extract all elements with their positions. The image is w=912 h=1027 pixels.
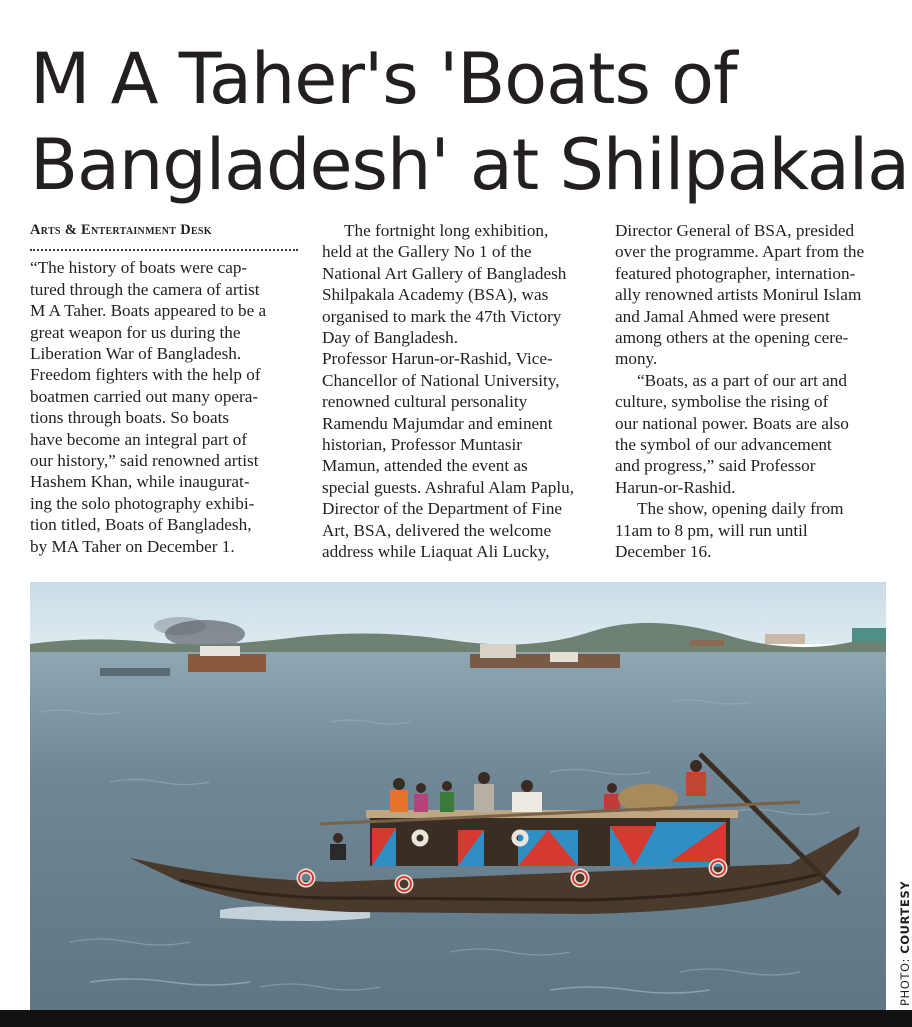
body-line: tion titled, Boats of Bangladesh, bbox=[30, 515, 252, 535]
body-line: Harun-or-Rashid. bbox=[615, 477, 736, 497]
body-line: boatmen carried out many opera- bbox=[30, 386, 259, 406]
body-line: Professor Harun-or-Rashid, Vice- bbox=[322, 349, 553, 369]
body-line: M A Taher. Boats appeared to be a bbox=[30, 301, 267, 321]
body-line: the symbol of our advancement bbox=[615, 435, 832, 455]
headline-line-1: M A Taher's 'Boats of bbox=[30, 38, 737, 120]
body-line: culture, symbolise the rising of bbox=[615, 392, 829, 412]
body-line: mony. bbox=[615, 349, 658, 369]
article-column-3 bbox=[615, 220, 890, 563]
article-column-2 bbox=[322, 220, 594, 563]
body-line: by MA Taher on December 1. bbox=[30, 536, 235, 556]
headline bbox=[30, 36, 910, 208]
headline-line-2: Bangladesh' at Shilpakala bbox=[30, 124, 910, 206]
body-line: held at the Gallery No 1 of the bbox=[322, 242, 532, 262]
body-line: organised to mark the 47th Victory bbox=[322, 306, 562, 326]
body-line: historian, Professor Muntasir bbox=[322, 435, 523, 455]
body-line: our history,” said renowned artist bbox=[30, 451, 259, 471]
body-line: Director of the Department of Fine bbox=[322, 499, 563, 519]
body-line: and progress,” said Professor bbox=[615, 456, 816, 476]
body-line: Art, BSA, delivered the welcome bbox=[322, 520, 552, 540]
body-line: ally renowned artists Monirul Islam bbox=[615, 285, 862, 305]
body-line: over the programme. Apart from the bbox=[615, 242, 865, 262]
body-line: address while Liaquat Ali Lucky, bbox=[322, 542, 550, 562]
boat-photo bbox=[30, 582, 886, 1010]
sky bbox=[30, 582, 886, 644]
body-line: Ramendu Majumdar and eminent bbox=[322, 413, 553, 433]
body-line: The fortnight long exhibition, bbox=[344, 221, 549, 240]
body-line: 11am to 8 pm, will run until bbox=[615, 520, 808, 540]
body-line: The show, opening daily from bbox=[637, 499, 844, 519]
body-line: Hashem Khan, while inaugurat- bbox=[30, 472, 250, 492]
body-line: tured through the camera of artist bbox=[30, 279, 260, 299]
body-line: Mamun, attended the event as bbox=[322, 456, 528, 476]
body-line: among others at the opening cere- bbox=[615, 328, 849, 348]
photo-credit-prefix: PHOTO: bbox=[898, 953, 912, 1006]
body-line: December 16. bbox=[615, 542, 712, 562]
body-line: featured photographer, internation- bbox=[615, 263, 856, 283]
body-line: “The history of boats were cap- bbox=[30, 258, 248, 278]
page-bottom-bar bbox=[0, 1010, 912, 1027]
body-line: ing the solo photography exhibi- bbox=[30, 493, 255, 513]
article-column-1 bbox=[30, 220, 302, 557]
body-line: tions through boats. So boats bbox=[30, 408, 230, 428]
body-line: “Boats, as a part of our art and bbox=[637, 370, 847, 390]
body-line: Director General of BSA, presided bbox=[615, 221, 855, 240]
body-line: renowned cultural personality bbox=[322, 392, 528, 412]
photo-credit-name: COURTESY bbox=[898, 880, 912, 954]
body-line: Liberation War of Bangladesh. bbox=[30, 344, 242, 364]
body-line: Day of Bangladesh. bbox=[322, 328, 459, 348]
photo-credit bbox=[898, 881, 912, 1006]
body-line: our national power. Boats are also bbox=[615, 413, 849, 433]
body-line: Freedom fighters with the help of bbox=[30, 365, 261, 385]
body-line: have become an integral part of bbox=[30, 429, 248, 449]
body-line: Shilpakala Academy (BSA), was bbox=[322, 285, 549, 305]
body-line: Chancellor of National University, bbox=[322, 370, 560, 390]
body-line: and Jamal Ahmed were present bbox=[615, 306, 830, 326]
body-line: National Art Gallery of Bangladesh bbox=[322, 263, 567, 283]
byline-divider bbox=[30, 249, 298, 251]
body-line: special guests. Ashraful Alam Paplu, bbox=[322, 477, 575, 497]
body-line: great weapon for us during the bbox=[30, 322, 241, 342]
byline: Arts & Entertainment Desk bbox=[30, 222, 212, 238]
